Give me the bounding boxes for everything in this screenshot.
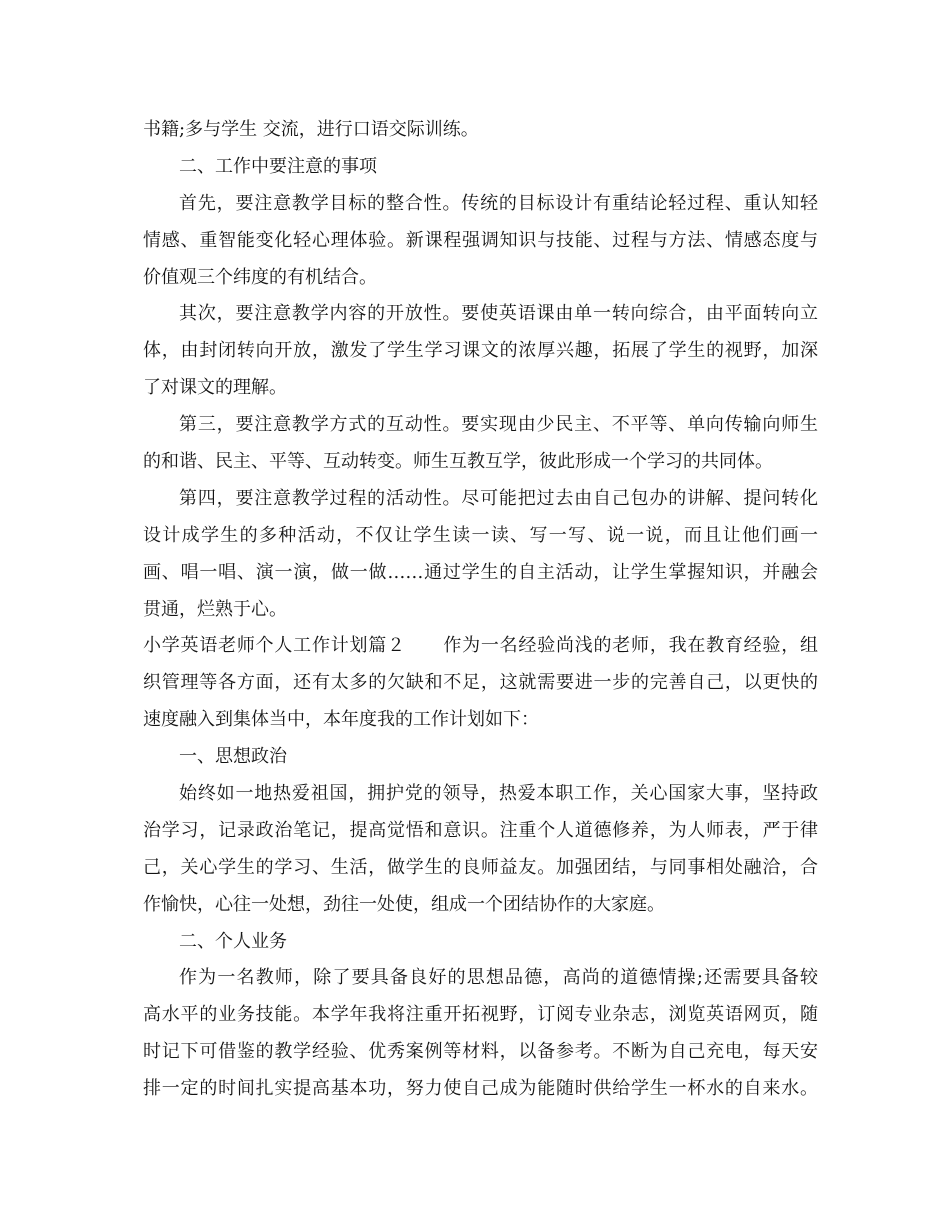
section-heading: 一、思想政治 [179, 746, 287, 768]
text-line: 了对课文的理解。 [143, 377, 287, 399]
text-line: 治学习，记录政治笔记，提高觉悟和意识。注重个人道德修养，为人师表，严于律 [143, 819, 818, 841]
section-heading: 二、个人业务 [179, 930, 287, 952]
text-line: 排一定的时间扎实提高基本功，努力使自己成为能随时供给学生一杯水的自来水。 [143, 1078, 818, 1100]
article-title-line: 小学英语老师个人工作计划篇２ 作为一名经验尚浅的老师，我在教育经验，组 [143, 635, 818, 657]
text-line: 速度融入到集体当中，本年度我的工作计划如下： [143, 709, 539, 731]
text-line: 织管理等各方面，还有太多的欠缺和不足，这就需要进一步的完善自己，以更快的 [143, 672, 818, 694]
text-line: 书籍;多与学生 交流，进行口语交际训练。 [143, 119, 479, 140]
text-line: 价值观三个纬度的有机结合。 [143, 266, 377, 288]
text-line: 设计成学生的多种活动，不仅让学生读一读、写一写、说一说，而且让他们画一 [143, 524, 818, 546]
text-line: 作为一名教师，除了要具备良好的思想品德，高尚的道德情操;还需要具备较 [179, 967, 818, 989]
text-line: 画、唱一唱、演一演，做一做……通过学生的自主活动，让学生掌握知识，并融会 [143, 561, 818, 583]
text-line: 第四，要注意教学过程的活动性。尽可能把过去由自己包办的讲解、提问转化 [179, 487, 818, 509]
text-line: 其次，要注意教学内容的开放性。要使英语课由单一转向综合，由平面转向立 [179, 303, 818, 325]
document-body [143, 112, 818, 1108]
section-heading: 二、工作中要注意的事项 [179, 155, 377, 177]
text-line: 作愉快，心往一处想，劲往一处使，组成一个团结协作的大家庭。 [143, 893, 665, 915]
text-line: 高水平的业务技能。本学年我将注重开拓视野，订阅专业杂志，浏览英语网页，随 [143, 1004, 818, 1026]
text-line: 首先，要注意教学目标的整合性。传统的目标设计有重结论轻过程、重认知轻 [179, 192, 818, 214]
text-line: 贯通，烂熟于心。 [143, 598, 287, 620]
text-line: 的和谐、民主、平等、互动转变。师生互教互学，彼此形成一个学习的共同体。 [143, 451, 773, 473]
text-line: 己，关心学生的学习、生活，做学生的良师益友。加强团结，与同事相处融洽，合 [143, 856, 818, 878]
text-line: 情感、重智能变化轻心理体验。新课程强调知识与技能、过程与方法、情感态度与 [143, 229, 818, 251]
text-line: 体，由封闭转向开放，激发了学生学习课文的浓厚兴趣，拓展了学生的视野，加深 [143, 340, 818, 362]
text-line: 始终如一地热爱祖国，拥护党的领导，热爱本职工作，关心国家大事，坚持政 [179, 783, 818, 805]
text-line: 第三，要注意教学方式的互动性。要实现由少民主、不平等、单向传输向师生 [179, 414, 818, 436]
text-line: 时记下可借鉴的教学经验、优秀案例等材料，以备参考。不断为自己充电，每天安 [143, 1041, 818, 1063]
